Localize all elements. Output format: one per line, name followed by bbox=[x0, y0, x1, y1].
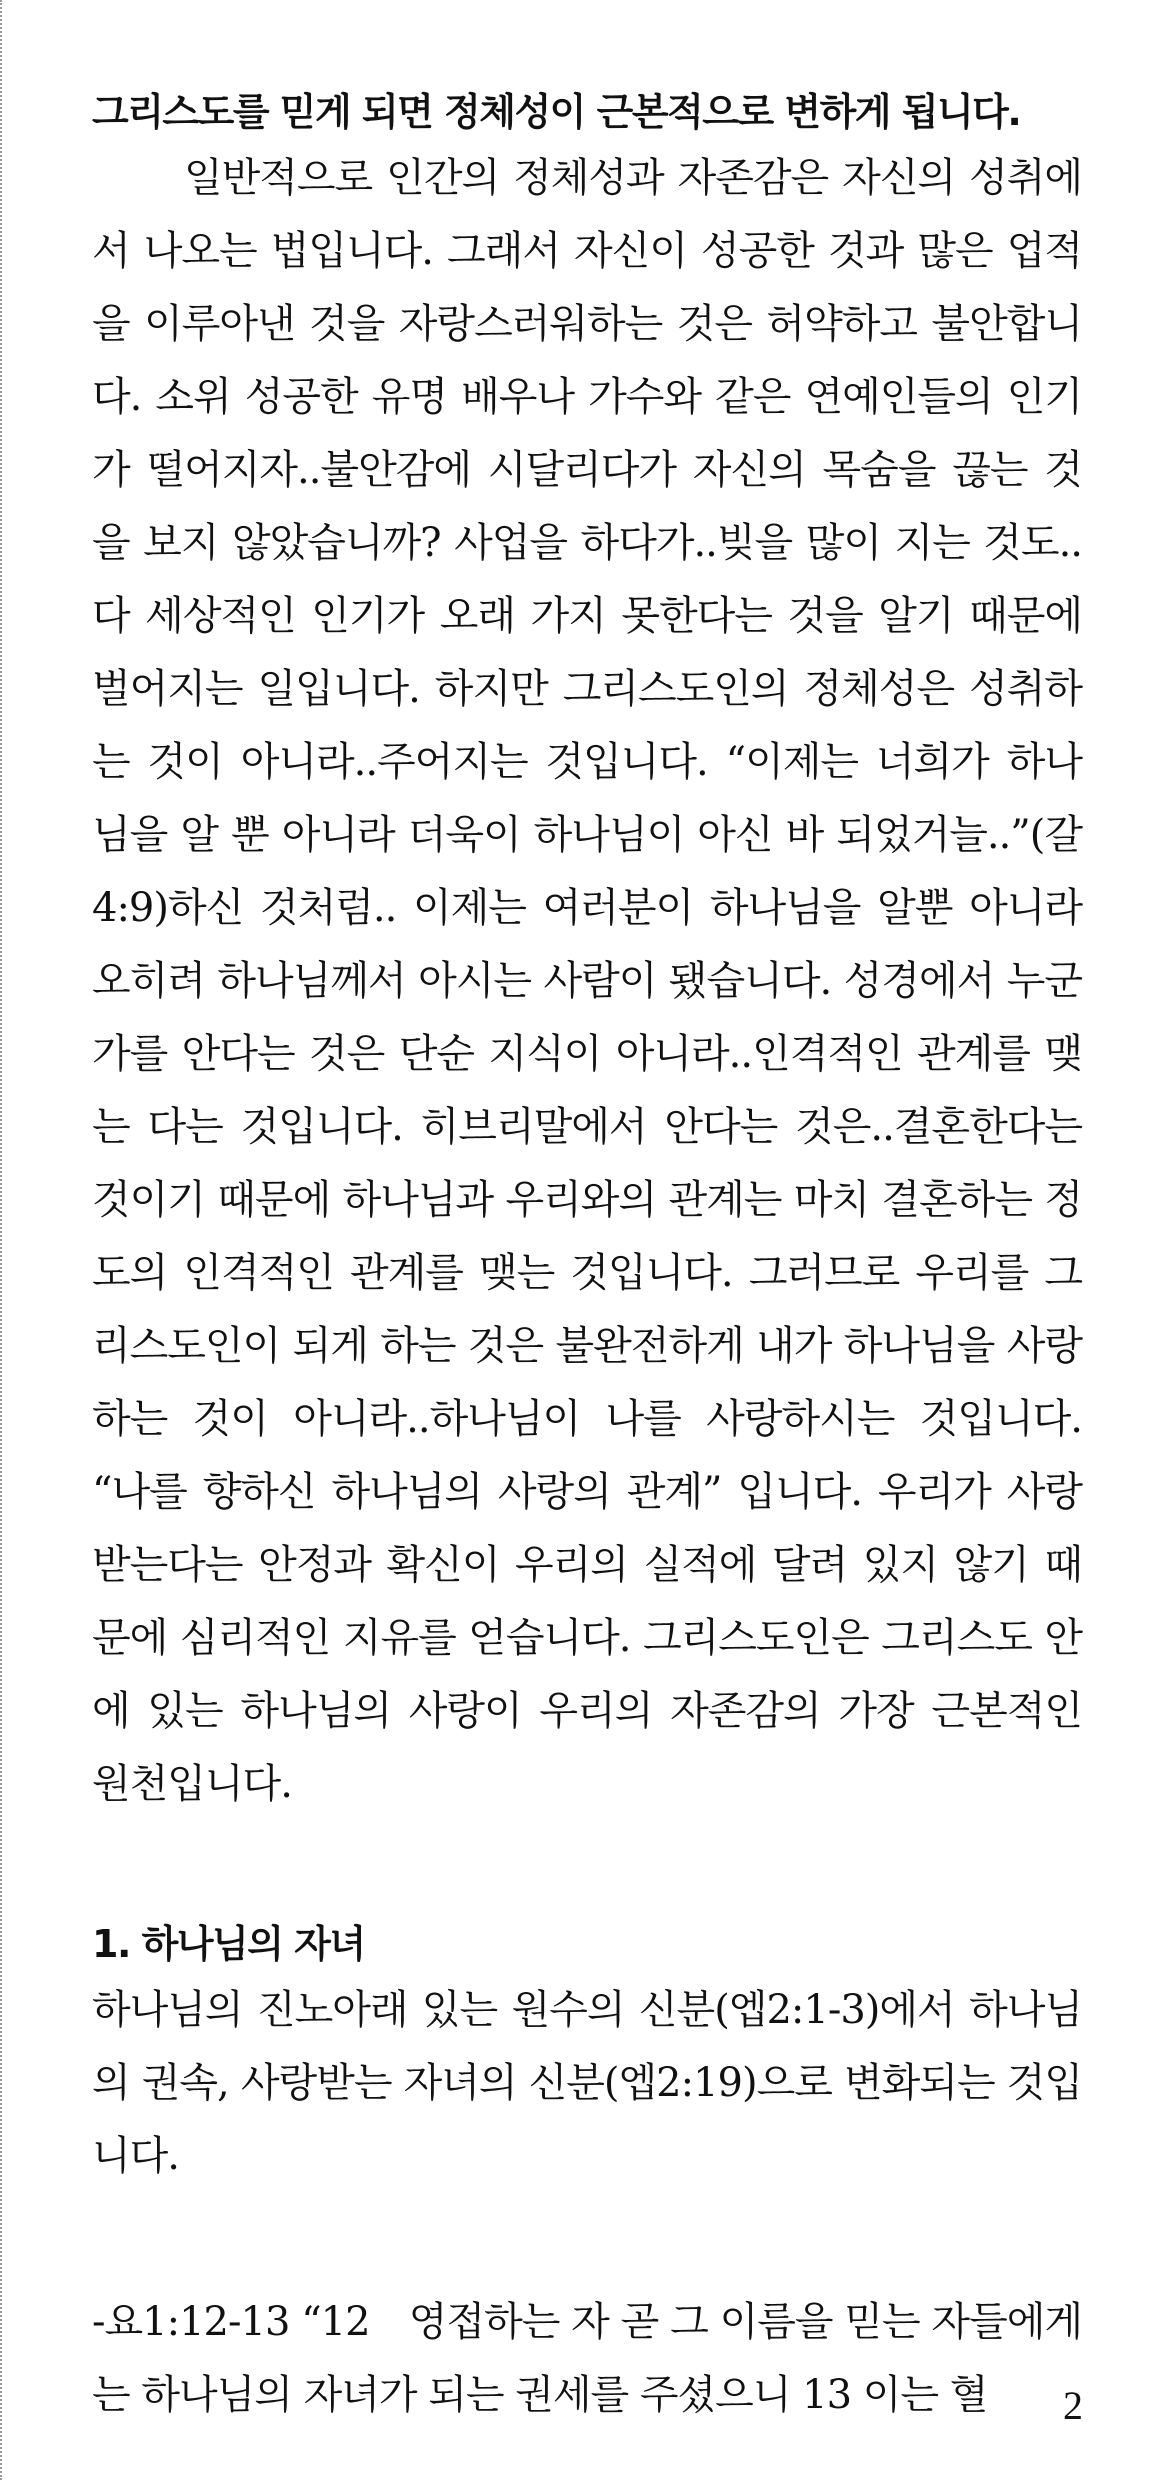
subsection-heading: 1. 하나님의 자녀 bbox=[92, 1922, 365, 1966]
paragraph-spacer bbox=[92, 2193, 1082, 2266]
body-paragraph: 일반적으로 인간의 정체성과 자존감은 자신의 성취에서 나오는 법입니다. 그래서 자신이 성공한 것과 많은 업적을 이루아낸 것을 자랑스러워하는 것은 허약하고 불안합니다. 소위 성공한 유명 배우나 가수와 같은 연예인들의 인기가 떨어지자..불안감에 시달리다가 자신의 목숨을 끊는 것을 보지 않았습니까? 사업을 하다가..빚을 많이 지는 것도..다 세상적인 인기가 오래 가지 못한다는 것을 알기 때문에 벌어지는 일입니다. 하지만 그리스도인의 정체성은 성취하는 것이 아니라..주어지는 것입니다. “이제는 너희가 하나님을 알 뿐 아니라 더욱이 하나님이 아신 바 되었거늘..”(갈4:9)하신 것처럼.. 이제는 여러분이 하나님을 알뿐 아니라 오히려 하나님께서 아시는 사람이 됐습니다. 성경에서 누군가를 안다는 것은 단순 지식이 아니라..인격적인 관계를 맺는 다는 것입니다. 히브리말에서 안다는 것은..결혼한다는 것이기 때문에 하나님과 우리와의 관계는 마치 결혼하는 정도의 인격적인 관계를 맺는 것입니다. 그러므로 우리를 그리스도인이 되게 하는 것은 불완전하게 내가 하나님을 사랑하는 것이 아니라..하나님이 나를 사랑하시는 것입니다. “나를 향하신 하나님의 사랑의 관계” 입니다. 우리가 사랑받는다는 안정과 확신이 우리의 실적에 달려 있지 않기 때문에 심리적인 지유를 얻습니다. 그리스도인은 그리스도 안에 있는 하나님의 사랑이 우리의 자존감의 가장 근본적인 원천입니다. bbox=[92, 155, 1082, 1807]
paragraph-spacer bbox=[92, 1894, 1082, 1914]
subsection-paragraph: 하나님의 진노아래 있는 원수의 신분(엡2:1-3)에서 하나님의 권속, 사랑받는 자녀의 신분(엡2:19)으로 변화되는 것입니다. bbox=[92, 1987, 1082, 2179]
section-heading: 그리스도를 믿게 되면 정체성이 근본적으로 변하게 됩니다. bbox=[92, 90, 1021, 134]
left-margin-dotted-rule bbox=[0, 0, 2, 2480]
paragraph-spacer bbox=[92, 2266, 1082, 2286]
paragraph-spacer bbox=[92, 1821, 1082, 1894]
page-number: 2 bbox=[1063, 2383, 1083, 2428]
scripture-quote: -요1:12-13 “12 영접하는 자 곧 그 이름을 믿는 자들에게는 하나님의 자녀가 되는 권세를 주셨으니 13 이는 혈 bbox=[92, 2299, 1082, 2418]
document-page bbox=[92, 82, 1082, 2432]
